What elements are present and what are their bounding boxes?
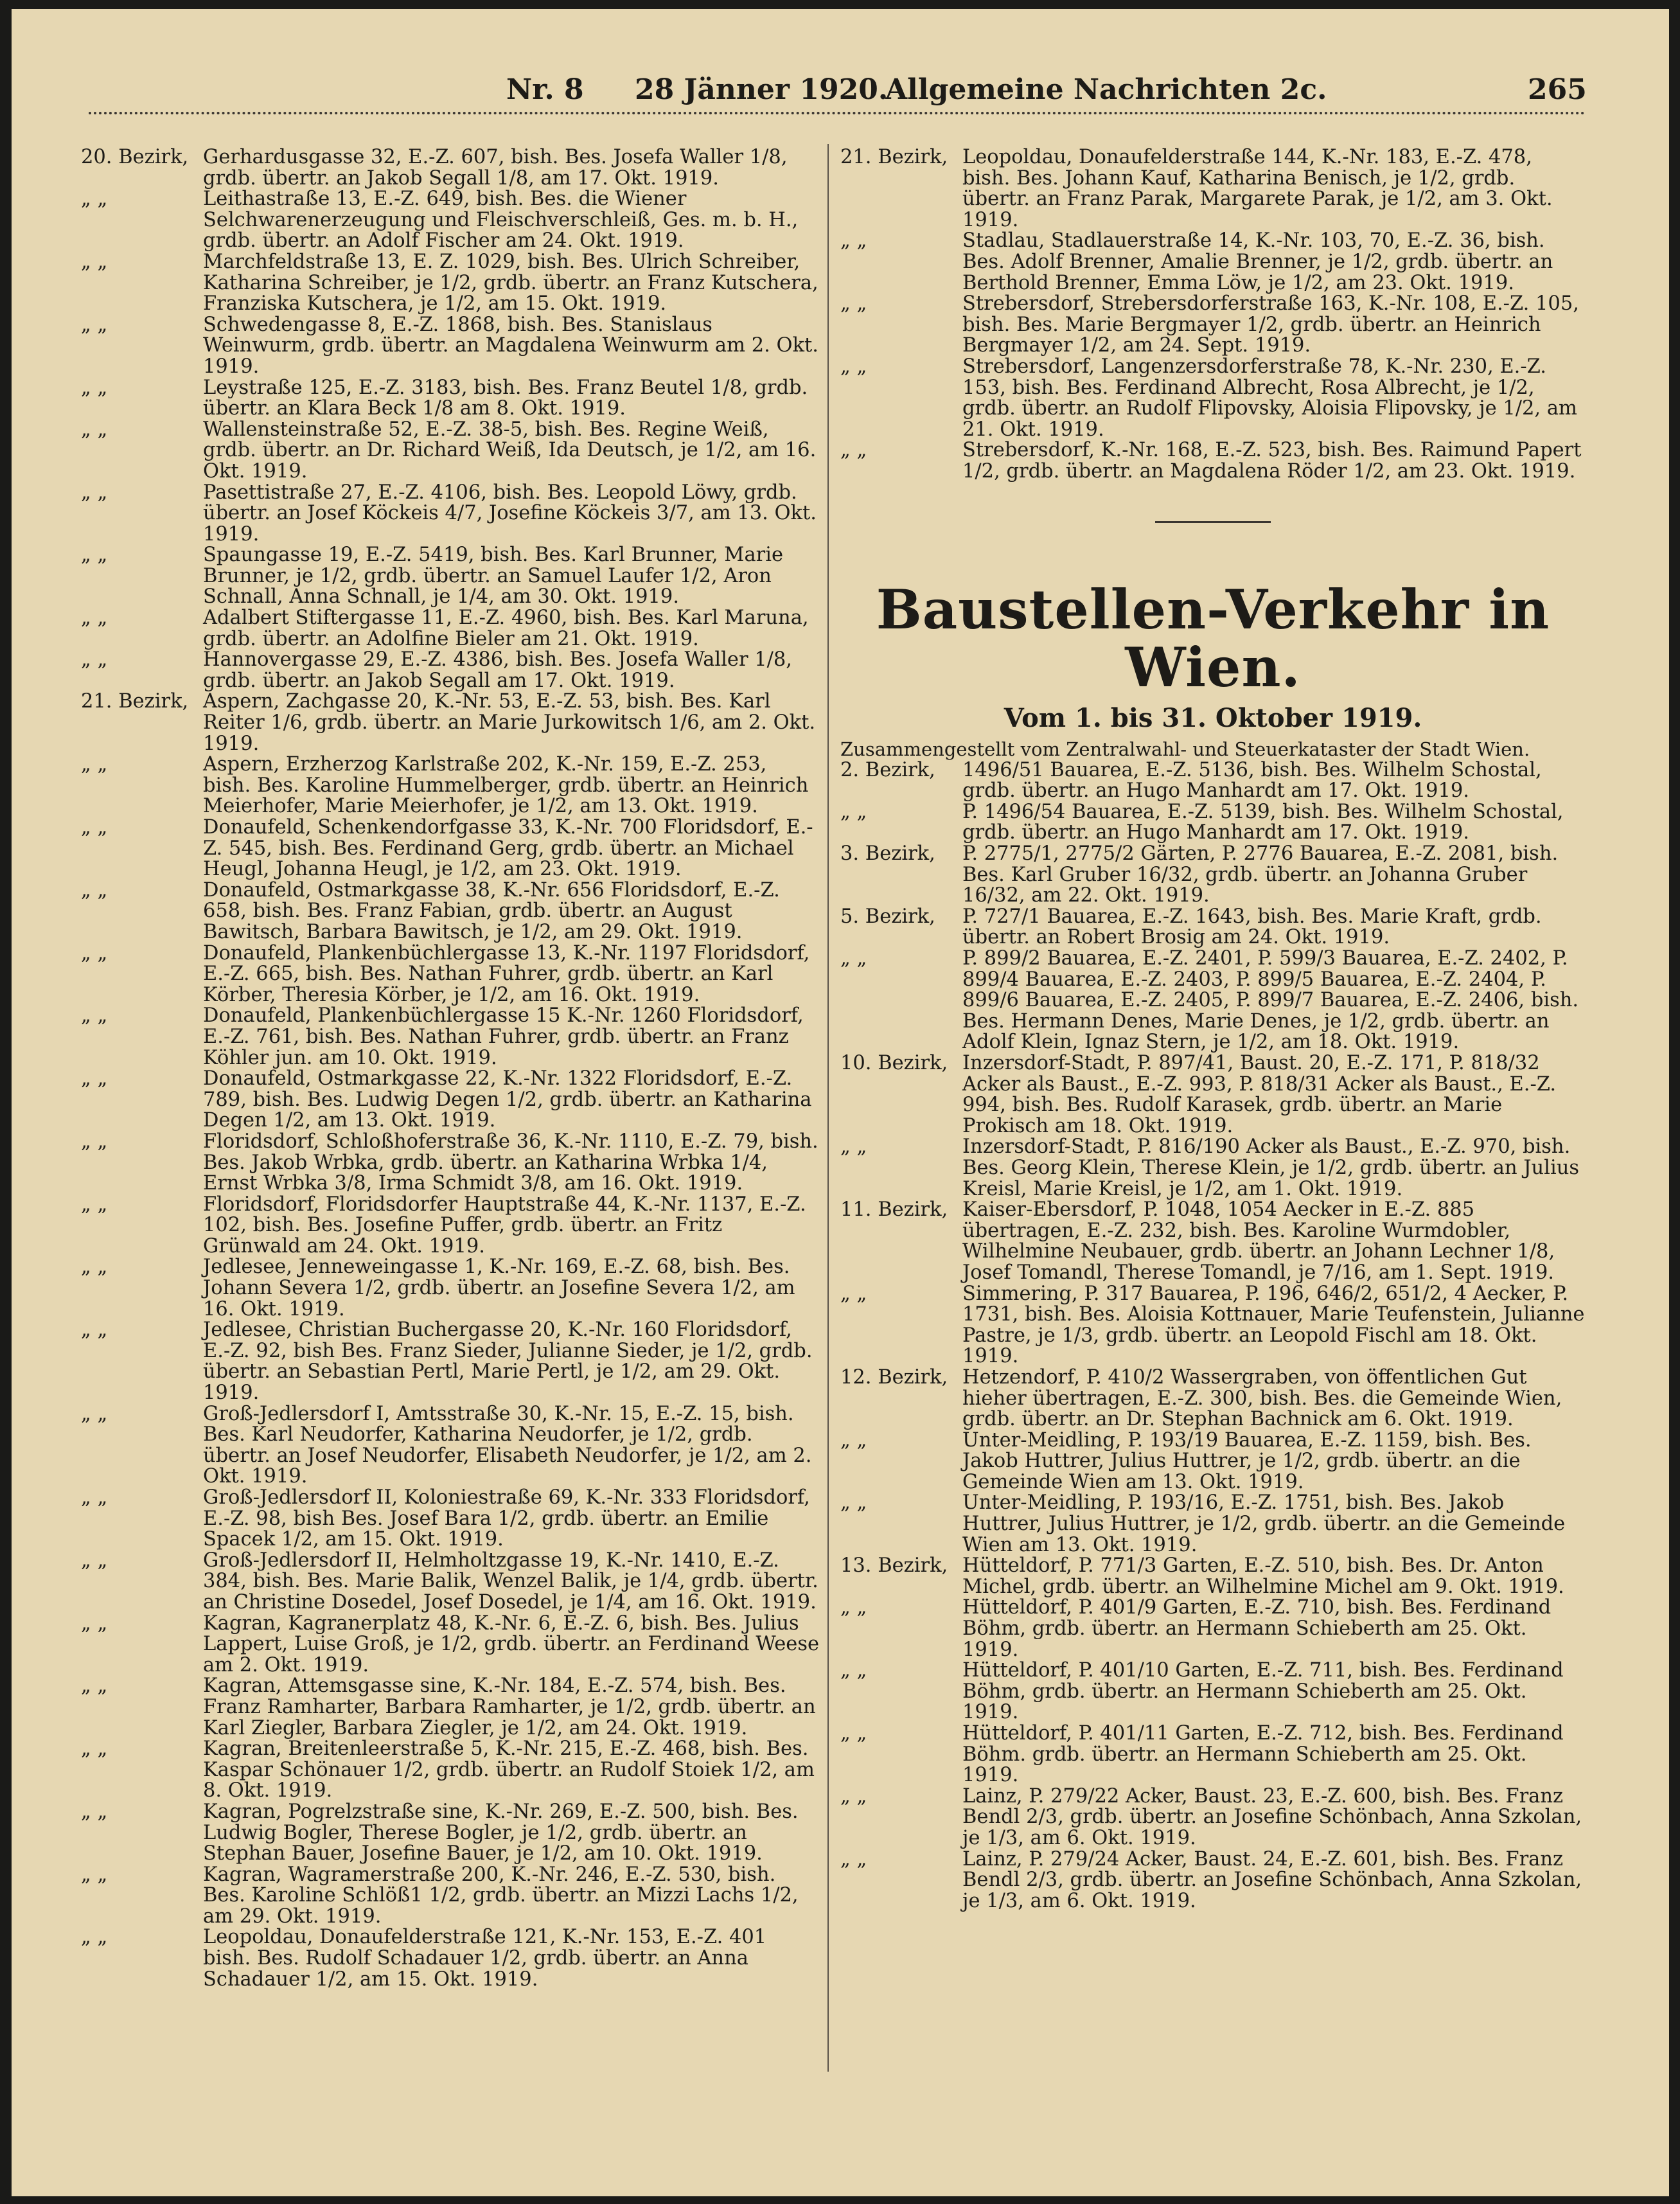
entry-text: Marchfeldstraße 13, E. Z. 1029, bish. Bes. Ulrich Schreiber, Katharina Schreiber, je 1/2, grdb. übertr. an Franz Kutschera, Franziska Kutschera, je 1/2, am 15. Okt. 1919. [203, 250, 818, 315]
entry-text: P. 2775/1, 2775/2 Gärten, P. 2776 Bauarea, E.-Z. 2081, bish. Bes. Karl Gruber 16/32, grdb. übertr. an Johanna Gruber 16/32, am 22. Okt. 1919. [962, 842, 1559, 907]
register-entry [81, 754, 820, 817]
register-entry [840, 802, 1586, 844]
entry-district: „ „ [81, 313, 108, 336]
entry-text: Schwedengasse 8, E.-Z. 1868, bish. Bes. Stanislaus Weinwurm, grdb. übertr. an Magdalena Weinwurm am 2. Okt. 1919. [203, 313, 818, 378]
entry-district: „ „ [81, 188, 108, 211]
entry-district: „ „ [81, 544, 108, 567]
entry-text: Donaufeld, Plankenbüchlergasse 13, K.-Nr. 1197 Floridsdorf, E.-Z. 665, bish. Bes. Nathan Fuhrer, grdb. übertr. an Karl Körber, Theresia Körber, je 1/2, am 16. Okt. 1919. [203, 941, 810, 1006]
register-entry [840, 1200, 1586, 1283]
left-column [81, 147, 820, 1990]
register-entry [840, 1556, 1586, 1597]
entry-district: „ „ [81, 1863, 108, 1886]
entry-text: Aspern, Erzherzog Karlstraße 202, K.-Nr. 159, E.-Z. 253, bish. Bes. Karoline Hummelberger, grdb. übertr. an Heinrich Meierhofer, Marie Meierhofer, je 1/2, am 13. Okt. 1919. [203, 753, 809, 818]
entry-text: P. 727/1 Bauarea, E.-Z. 1643, bish. Bes. Marie Kraft, grdb. übertr. an Robert Brosig am 24. Okt. 1919. [962, 905, 1542, 949]
register-entry [81, 1865, 820, 1928]
entry-district: „ „ [840, 1428, 867, 1452]
entry-text: Jedlesee, Jenneweingasse 1, K.-Nr. 169, E.-Z. 68, bish. Bes. Johann Severa 1/2, grdb. übertr. an Josefine Severa 1/2, am 16. Okt. 1919. [203, 1256, 795, 1320]
entry-district: „ „ [81, 1800, 108, 1823]
register-entry [81, 1006, 820, 1069]
entry-district: 13. Bezirk, [840, 1554, 948, 1577]
entry-text: Donaufeld, Plankenbüchlergasse 15 K.-Nr. 1260 Floridsdorf, E.-Z. 761, bish. Bes. Nathan Fuhrer, grdb. übertr. an Franz Köhler jun. am 10. Okt. 1919. [203, 1004, 804, 1069]
entry-district: „ „ [840, 800, 867, 823]
section-divider [1155, 521, 1271, 523]
entry-text: Inzersdorf-Stadt, P. 816/190 Acker als Baust., E.-Z. 970, bish. Bes. Georg Klein, Therese Klein, je 1/2, grdb. übertr. an Julius Kreisl, Marie Kreisl, je 1/2, am 1. Okt. 1919. [962, 1135, 1579, 1200]
entry-district: „ „ [81, 816, 108, 839]
entry-text: Kagran, Kagranerplatz 48, K.-Nr. 6, E.-Z. 6, bish. Bes. Julius Lappert, Luise Groß, je 1/2, grdb. übertr. an Ferdinand Weese am 2. Okt. 1919. [203, 1612, 820, 1676]
entry-text: Leopoldau, Donaufelderstraße 121, K.-Nr. 153, E.-Z. 401 bish. Bes. Rudolf Schadauer 1/2, grdb. übertr. an Anna Schadauer 1/2, am 15. Okt. 1919. [203, 1926, 767, 1991]
entry-district: 20. Bezirk, [81, 146, 189, 168]
register-entry [81, 378, 820, 420]
entry-district: „ „ [81, 1402, 108, 1425]
register-entry [840, 1660, 1586, 1723]
register-entry [81, 1069, 820, 1132]
entry-text: Stadlau, Stadlauerstraße 14, K.-Nr. 103, 70, E.-Z. 36, bish. Bes. Adolf Brenner, Amalie Brenner, je 1/2, grdb. übertr. an Berthold Brenner, Emma Löw, je 1/2, am 23. Okt. 1919. [962, 229, 1553, 294]
register-entry [81, 817, 820, 880]
entry-district: „ „ [81, 1486, 108, 1509]
entry-text: P. 899/2 Bauarea, E.-Z. 2401, P. 599/3 Bauarea, E.-Z. 2402, P. 899/4 Bauarea, E.-Z. 2403, P. 899/5 Bauarea, E.-Z. 2404, P. 899/6 Bauarea, E.-Z. 2405, P. 899/7 Bauarea, E.-Z. 2406, bish. Bes. Hermann Denes, Marie Denes, je 1/2, grdb. übertr. an Adolf Klein, Ignaz Stern, je 1/2, am 18. Okt. 1919. [962, 947, 1579, 1054]
right-bottom-entries [840, 760, 1586, 1912]
header-rule [89, 112, 1586, 114]
register-entry [81, 420, 820, 483]
entry-text: Strebersdorf, K.-Nr. 168, E.-Z. 523, bish. Bes. Raimund Papert 1/2, grdb. übertr. an Magdalena Röder 1/2, am 23. Okt. 1919. [962, 439, 1582, 483]
register-entry [840, 948, 1586, 1053]
register-entry [840, 440, 1586, 482]
register-entry [840, 147, 1586, 231]
entry-district: „ „ [81, 1319, 108, 1342]
entry-text: Jedlesee, Christian Buchergasse 20, K.-Nr. 160 Floridsdorf, E.-Z. 92, bish Bes. Franz Sieder, Julianne Sieder, je 1/2, grdb. übertr. an Sebastian Pertl, Marie Pertl, je 1/2, am 29. Okt. 1919. [203, 1319, 813, 1405]
entry-text: Kaiser-Ebersdorf, P. 1048, 1054 Aecker in E.-Z. 885 übertragen, E.-Z. 232, bish. Bes. Karoline Wurmdobler, Wilhelmine Neubauer, grdb. übertr. an Johann Lechner 1/8, Josef Tomandl, Therese Tomandl, je 7/16, am 1. Sept. 1919. [962, 1198, 1555, 1284]
entry-district: 12. Bezirk, [840, 1365, 948, 1389]
entry-district: „ „ [81, 1549, 108, 1572]
entry-text: Unter-Meidling, P. 193/16, E.-Z. 1751, bish. Bes. Jakob Huttrer, Julius Huttrer, je 1/2, grdb. übertr. an die Gemeinde Wien am 13. Okt. 1919. [962, 1491, 1566, 1556]
entry-district: „ „ [840, 1491, 867, 1515]
baustellen-period: Vom 1. bis 31. Oktober 1919. [1004, 702, 1422, 733]
entry-district: „ „ [81, 1256, 108, 1279]
entry-district: „ „ [81, 1004, 108, 1027]
entry-text: Strebersdorf, Strebersdorferstraße 163, K.-Nr. 108, E.-Z. 105, bish. Bes. Marie Bergmayer 1/2, grdb. übertr. an Heinrich Bergmayer 1/2, am 24. Sept. 1919. [962, 292, 1579, 357]
entry-district: „ „ [81, 648, 108, 671]
entry-district: „ „ [81, 376, 108, 399]
entry-district: 21. Bezirk, [81, 690, 189, 713]
entry-text: Donaufeld, Ostmarkgasse 22, K.-Nr. 1322 Floridsdorf, E.-Z. 789, bish. Bes. Ludwig Degen 1/2, grdb. übertr. an Katharina Degen 1/2, am 13. Okt. 1919. [203, 1067, 812, 1132]
register-entry [81, 147, 820, 189]
register-entry [840, 907, 1586, 948]
entry-text: Lainz, P. 279/24 Acker, Baust. 24, E.-Z. 601, bish. Bes. Franz Bendl 2/3, grdb. übertr. an Josefine Schönbach, Anna Szkolan, je 1/3, am 6. Okt. 1919. [962, 1847, 1582, 1912]
register-entry [840, 1493, 1586, 1556]
entry-district: „ „ [840, 292, 867, 315]
register-entry [840, 1430, 1586, 1493]
register-entry [81, 483, 820, 546]
entry-text: Kagran, Wagramerstraße 200, K.-Nr. 246, E.-Z. 530, bish. Bes. Karoline Schlöß1 1/2, grdb. übertr. an Mizzi Lachs 1/2, am 29. Okt. 1919. [203, 1863, 799, 1928]
register-entry [81, 1195, 820, 1258]
baustellen-title: Baustellen-Verkehr in Wien. [876, 577, 1550, 699]
entry-text: Kagran, Attemsgasse sine, K.-Nr. 184, E.-Z. 574, bish. Bes. Franz Ramharter, Barbara Ramharter, je 1/2, grdb. übertr. an Karl Ziegler, Barbara Ziegler, je 1/2, am 24. Okt. 1919. [203, 1675, 816, 1739]
entry-text: Kagran, Breitenleerstraße 5, K.-Nr. 215, E.-Z. 468, bish. Bes. Kaspar Schönauer 1/2, grdb. übertr. an Rudolf Stoiek 1/2, am 8. Okt. 1919. [203, 1737, 815, 1802]
register-entry [81, 1320, 820, 1403]
entry-district: „ „ [81, 418, 108, 441]
register-entry [81, 1613, 820, 1676]
register-entry [81, 1404, 820, 1488]
entry-district: „ „ [840, 439, 867, 462]
register-entry [81, 1676, 820, 1739]
entry-district: „ „ [81, 1130, 108, 1153]
register-entry [81, 608, 820, 650]
entry-district: „ „ [81, 753, 108, 776]
register-entry [81, 691, 820, 754]
entry-text: Groß-Jedlersdorf II, Helmholtzgasse 19, K.-Nr. 1410, E.-Z. 384, bish. Bes. Marie Balik, Wenzel Balik, je 1/4, grdb. übertr. an Christine Dosedel, Josef Dosedel, je 1/4, am 16. Okt. 1919. [203, 1549, 818, 1613]
register-entry [840, 1367, 1586, 1430]
entry-district: „ „ [81, 607, 108, 630]
entry-text: Leystraße 125, E.-Z. 3183, bish. Bes. Franz Beutel 1/8, grdb. übertr. an Klara Beck 1/8 am 8. Okt. 1919. [203, 376, 808, 420]
entry-text: Floridsdorf, Schloßhoferstraße 36, K.-Nr. 1110, E.-Z. 79, bish. Bes. Jakob Wrbka, grdb. übertr. an Katharina Wrbka 1/4, Ernst Wrbka 3/8, Irma Schmidt 3/8, am 16. Okt. 1919. [203, 1130, 818, 1195]
entry-text: Strebersdorf, Langenzersdorferstraße 78, K.-Nr. 230, E.-Z. 153, bish. Bes. Ferdinand Albrecht, Rosa Albrecht, je 1/2, grdb. übertr. an Rudolf Flipovsky, Aloisia Flipovsky, je 1/2, am 21. Okt. 1919. [962, 355, 1577, 441]
entry-text: Groß-Jedlersdorf II, Koloniestraße 69, K.-Nr. 333 Floridsdorf, E.-Z. 98, bish Bes. Josef Bara 1/2, grdb. übertr. an Emilie Spacek 1/2, am 15. Okt. 1919. [203, 1486, 810, 1551]
register-entry [81, 252, 820, 315]
register-entry [81, 880, 820, 943]
entry-text: Adalbert Stiftergasse 11, E.-Z. 4960, bish. Bes. Karl Maruna, grdb. übertr. an Adolfine Bieler am 21. Okt. 1919. [203, 607, 809, 650]
entry-text: Leopoldau, Donaufelderstraße 144, K.-Nr. 183, E.-Z. 478, bish. Bes. Johann Kauf, Katharina Benisch, je 1/2, grdb. übertr. an Franz Parak, Margarete Parak, je 1/2, am 3. Okt. 1919. [962, 146, 1553, 231]
register-entry [840, 844, 1586, 907]
entry-text: Hütteldorf, P. 401/9 Garten, E.-Z. 710, bish. Bes. Ferdinand Böhm, grdb. übertr. an Hermann Schieberth am 25. Okt. 1919. [962, 1596, 1552, 1661]
entry-district: „ „ [81, 1067, 108, 1090]
entry-text: Aspern, Zachgasse 20, K.-Nr. 53, E.-Z. 53, bish. Bes. Karl Reiter 1/6, grdb. übertr. an Marie Jurkowitsch 1/6, am 2. Okt. 1919. [203, 690, 816, 755]
entry-text: Leithastraße 13, E.-Z. 649, bish. Bes. die Wiener Selchwarenerzeugung und Fleischverschleiß, Ges. m. b. H., grdb. übertr. an Adolf Fischer am 24. Okt. 1919. [203, 188, 799, 253]
entry-text: Unter-Meidling, P. 193/19 Bauarea, E.-Z. 1159, bish. Bes. Jakob Huttrer, Julius Huttrer, je 1/2, grdb. übertr. an die Gemeinde Wien am 13. Okt. 1919. [962, 1428, 1532, 1493]
register-entry [840, 1597, 1586, 1660]
register-entry [840, 1786, 1586, 1849]
register-entry [81, 1132, 820, 1195]
register-entry [81, 1257, 820, 1320]
entry-district: „ „ [81, 1737, 108, 1761]
register-entry [81, 545, 820, 608]
entry-district: „ „ [840, 1135, 867, 1159]
entry-district: „ „ [81, 941, 108, 964]
entry-district: „ „ [840, 1282, 867, 1305]
register-entry [840, 1137, 1586, 1200]
entry-text: Simmering, P. 317 Bauarea, P. 196, 646/2, 651/2, 4 Aecker, P. 1731, bish. Bes. Aloisia Kottnauer, Marie Teufenstein, Julianne Pastre, je 1/3, grdb. übertr. an Leopold Fischl am 18. Okt. 1919. [962, 1282, 1585, 1368]
entry-district: „ „ [840, 1722, 867, 1745]
entry-district: „ „ [81, 1675, 108, 1698]
entry-district: „ „ [81, 1612, 108, 1635]
entry-district: 5. Bezirk, [840, 905, 935, 928]
register-entry [840, 1284, 1586, 1367]
entry-text: Hannovergasse 29, E.-Z. 4386, bish. Bes. Josefa Waller 1/8, grdb. übertr. an Jakob Segall am 17. Okt. 1919. [203, 648, 792, 692]
entry-text: Hetzendorf, P. 410/2 Wassergraben, von öffentlichen Gut hieher übertragen, E.-Z. 300, bish. Bes. die Gemeinde Wien, grdb. übertr. an Dr. Stephan Bachnick am 6. Okt. 1919. [962, 1365, 1562, 1431]
entry-district: „ „ [81, 1193, 108, 1216]
entry-text: Hütteldorf, P. 401/10 Garten, E.-Z. 711, bish. Bes. Ferdinand Böhm, grdb. übertr. an Hermann Schieberth am 25. Okt. 1919. [962, 1659, 1564, 1724]
entry-text: Donaufeld, Schenkendorfgasse 33, K.-Nr. 700 Floridsdorf, E.-Z. 545, bish. Bes. Ferdinand Gerg, grdb. übertr. an Michael Heugl, Johanna Heugl, je 1/2, am 23. Okt. 1919. [203, 816, 813, 881]
entry-district: „ „ [840, 1784, 867, 1808]
right-column [840, 147, 1586, 1912]
entry-text: Groß-Jedlersdorf I, Amtsstraße 30, K.-Nr. 15, E.-Z. 15, bish. Bes. Karl Neudorfer, Katharina Neudorfer, je 1/2, grdb. übertr. an Josef Neudorfer, Elisabeth Neudorfer, je 1/2, am 2. Okt. 1919. [203, 1402, 812, 1488]
register-entry [81, 650, 820, 691]
entry-district: 11. Bezirk, [840, 1198, 948, 1222]
register-entry [840, 294, 1586, 357]
section-title: Allgemeine Nachrichten 2c. [885, 73, 1327, 106]
entry-district: „ „ [840, 355, 867, 378]
register-entry [840, 1849, 1586, 1912]
entry-text: Donaufeld, Ostmarkgasse 38, K.-Nr. 656 Floridsdorf, E.-Z. 658, bish. Bes. Franz Fabian, grdb. übertr. an August Bawitsch, Barbara Bawitsch, je 1/2, am 29. Okt. 1919. [203, 878, 780, 943]
entry-district: „ „ [840, 1659, 867, 1682]
entry-text: Inzersdorf-Stadt, P. 897/41, Baust. 20, E.-Z. 171, P. 818/32 Acker als Baust., E.-Z. 993, P. 818/31 Acker als Baust., E.-Z. 994, bish. Bes. Rudolf Karasek, grdb. übertr. an Marie Prokisch am 18. Okt. 1919. [962, 1052, 1557, 1137]
entry-text: Lainz, P. 279/22 Acker, Baust. 23, E.-Z. 600, bish. Bes. Franz Bendl 2/3, grdb. übertr. an Josefine Schönbach, Anna Szkolan, je 1/3, am 6. Okt. 1919. [962, 1784, 1582, 1849]
entry-district: 21. Bezirk, [840, 146, 948, 168]
register-entry [840, 231, 1586, 294]
entry-text: Hütteldorf, P. 401/11 Garten, E.-Z. 712, bish. Bes. Ferdinand Böhm. grdb. übertr. an Hermann Schieberth am 25. Okt. 1919. [962, 1722, 1564, 1787]
register-entry [81, 189, 820, 252]
register-entry [840, 760, 1586, 802]
register-entry [840, 357, 1586, 440]
register-entry [81, 1739, 820, 1802]
register-entry [840, 1723, 1586, 1786]
entry-district: 3. Bezirk, [840, 842, 935, 866]
entry-text: Pasettistraße 27, E.-Z. 4106, bish. Bes. Leopold Löwy, grdb. übertr. an Josef Köckeis 4/7, Josefine Köckeis 3/7, am 13. Okt. 1919. [203, 481, 817, 546]
page-number: 265 [1528, 73, 1587, 106]
register-entry [81, 1551, 820, 1613]
entry-text: Gerhardusgasse 32, E.-Z. 607, bish. Bes. Josefa Waller 1/8, grdb. übertr. an Jakob Segall 1/8, am 17. Okt. 1919. [203, 146, 788, 190]
entry-text: 1496/51 Bauarea, E.-Z. 5136, bish. Bes. Wilhelm Schostal, grdb. übertr. an Hugo Manhardt am 17. Okt. 1919. [962, 758, 1542, 803]
issue-date: 28 Jänner 1920. [635, 73, 889, 106]
register-entry [81, 315, 820, 378]
baustellen-compiled-by: Zusammengestellt vom Zentralwahl- und Steuerkataster der Stadt Wien. [840, 738, 1530, 761]
right-top-entries [840, 147, 1586, 483]
entry-district: „ „ [81, 878, 108, 902]
entry-district: 2. Bezirk, [840, 758, 935, 781]
entry-text: Hütteldorf, P. 771/3 Garten, E.-Z. 510, bish. Bes. Dr. Anton Michel, grdb. übertr. an Wilhelmine Michel am 9. Okt. 1919. [962, 1554, 1564, 1598]
entry-district: „ „ [840, 1596, 867, 1619]
entry-district: „ „ [81, 481, 108, 504]
register-entry [81, 1802, 820, 1865]
entry-district: „ „ [840, 947, 867, 970]
register-entry [840, 1053, 1586, 1137]
entry-district: 10. Bezirk, [840, 1052, 948, 1074]
entry-text: Floridsdorf, Floridsdorfer Hauptstraße 44, K.-Nr. 1137, E.-Z. 102, bish. Bes. Josefine Puffer, grdb. übertr. an Fritz Grünwald am 24. Okt. 1919. [203, 1193, 806, 1258]
column-divider [827, 144, 829, 2072]
entry-district: „ „ [81, 250, 108, 273]
entry-district: „ „ [81, 1926, 108, 1949]
issue-number: Nr. 8 [506, 73, 584, 106]
register-entry [81, 1488, 820, 1551]
newspaper-page [12, 9, 1669, 2196]
entry-district: „ „ [840, 1847, 867, 1871]
entry-text: Kagran, Pogrelzstraße sine, K.-Nr. 269, E.-Z. 500, bish. Bes. Ludwig Bogler, Therese Bogler, je 1/2, grdb. übertr. an Stephan Bauer, Josefine Bauer, je 1/2, am 10. Okt. 1919. [203, 1800, 799, 1865]
register-entry [81, 1927, 820, 1990]
entry-text: Wallensteinstraße 52, E.-Z. 38-5, bish. Bes. Regine Weiß, grdb. übertr. an Dr. Richard Weiß, Ida Deutsch, je 1/2, am 16. Okt. 1919. [203, 418, 817, 483]
entry-text: Spaungasse 19, E.-Z. 5419, bish. Bes. Karl Brunner, Marie Brunner, je 1/2, grdb. übertr. an Samuel Laufer 1/2, Aron Schnall, Anna Schnall, je 1/4, am 30. Okt. 1919. [203, 544, 784, 609]
register-entry [81, 943, 820, 1006]
entry-text: P. 1496/54 Bauarea, E.-Z. 5139, bish. Bes. Wilhelm Schostal, grdb. übertr. an Hugo Manhardt am 17. Okt. 1919. [962, 800, 1564, 844]
entry-district: „ „ [840, 229, 867, 253]
